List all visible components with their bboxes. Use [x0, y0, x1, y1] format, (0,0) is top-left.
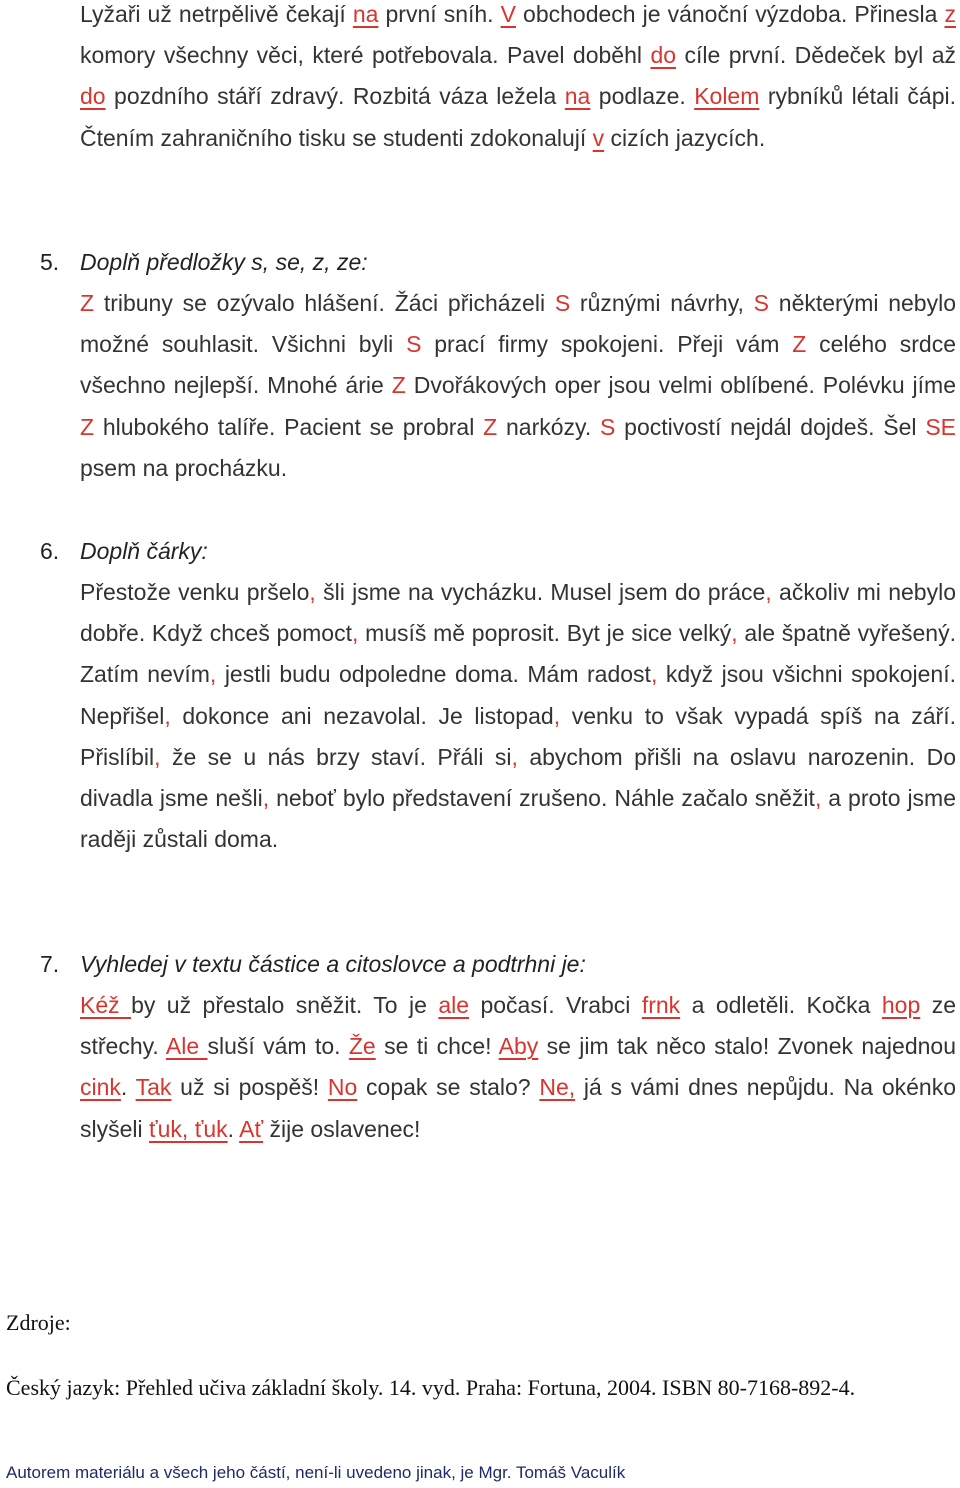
answer-mark: Z — [391, 372, 406, 399]
text-run: venku to však vypadá spíš na září. Přislíbil — [80, 702, 956, 770]
answer-mark: , — [262, 785, 270, 812]
text-run: cizích jazycích. — [604, 124, 766, 151]
section4-paragraph — [80, 0, 956, 159]
answer-mark: No — [327, 1074, 358, 1101]
text-run: poctivostí nejdál dojdeš. Šel — [615, 413, 926, 440]
section6-text — [80, 572, 956, 860]
answer-mark: , — [164, 702, 171, 729]
section5-text — [80, 283, 956, 489]
answer-mark: , — [511, 743, 518, 770]
sources-label: Zdroje: — [6, 1310, 71, 1335]
answer-mark: Z — [80, 413, 95, 440]
text-run: pozdního stáří zdravý. Rozbitá váza ležela — [105, 83, 565, 110]
answer-mark: Kéž — [80, 992, 132, 1018]
answer-mark: , — [351, 620, 359, 647]
answer-mark: cink — [80, 1074, 121, 1101]
answer-mark: Ať — [239, 1115, 264, 1142]
section5-number: 5. — [40, 249, 60, 275]
text-run: . — [120, 1074, 136, 1101]
text-run: neboť bylo představení zrušeno. Náhle začalo sněžit — [269, 785, 815, 812]
answer-mark: ale — [438, 992, 470, 1018]
section7-title: Vyhledej v textu částice a citoslovce a podtrhni je: — [80, 951, 586, 977]
answer-mark: hop — [881, 992, 921, 1018]
answer-mark: v — [592, 124, 605, 151]
text-run: jestli budu odpoledne doma. Mám radost — [216, 661, 651, 688]
answer-mark: , — [154, 743, 161, 770]
answer-mark: , — [814, 785, 822, 812]
answer-mark: do — [80, 83, 106, 110]
answer-mark: Že — [348, 1033, 376, 1060]
answer-mark: na — [564, 83, 591, 110]
section7-heading — [40, 944, 586, 985]
sources-entry: Český jazyk: Přehled učiva základní školy. 14. vyd. Praha: Fortuna, 2004. ISBN 80-7168-892-4. — [6, 1375, 856, 1400]
answer-mark: , — [209, 661, 217, 688]
answer-mark: Tak — [135, 1074, 172, 1101]
text-run: rybníků létali čápi. Čtením zahraničního tisku se studenti zdokonalují — [80, 83, 956, 151]
text-run: Přestože venku pršelo — [80, 579, 310, 605]
answer-mark: na — [352, 1, 379, 27]
answer-mark: S — [554, 290, 571, 316]
text-run: psem na procházku. — [80, 454, 288, 481]
section7-number: 7. — [40, 951, 60, 977]
text-run: obchodech je vánoční výzdoba. Přinesla — [515, 1, 945, 27]
text-run: už si pospěš! — [171, 1074, 328, 1101]
text-run: šli jsme na vycházku. Musel jsem do práce — [315, 579, 766, 605]
answer-mark: , — [553, 702, 561, 729]
section5-title: Doplň předložky s, se, z, ze: — [80, 249, 368, 275]
answer-mark: z — [944, 1, 956, 27]
text-run: že se u nás brzy staví. Přáli si — [160, 743, 512, 770]
text-run: dokonce ani nezavolal. Je listopad — [170, 702, 554, 729]
section6-number: 6. — [40, 538, 60, 564]
text-run: podlaze. — [590, 83, 695, 110]
answer-mark: SE — [925, 413, 957, 440]
text-run: . — [227, 1115, 240, 1142]
text-run: se jim tak něco stalo! Zvonek najednou — [538, 1033, 956, 1060]
answer-mark: Kolem — [694, 83, 760, 110]
answer-mark: , — [309, 579, 316, 605]
text-run: a proto jsme raději zůstali doma. — [80, 785, 957, 853]
section5-heading — [40, 242, 368, 283]
text-run: sluší vám to. — [207, 1033, 349, 1060]
text-run: musíš mě poprosit. Byt je sice velký — [358, 620, 732, 647]
text-run: cíle první. Dědeček byl až — [676, 42, 957, 69]
text-run: prací firmy spokojeni. Přeji vám — [421, 331, 793, 358]
text-run: já s vámi dnes nepůjdu. Na okénko slyšeli — [80, 1074, 956, 1142]
section5-paragraph — [80, 283, 956, 489]
answer-mark: S — [600, 413, 616, 440]
section6-title: Doplň čárky: — [80, 538, 208, 564]
answer-mark: Ne, — [539, 1074, 576, 1101]
text-run: by už přestalo sněžit. To je — [131, 992, 439, 1018]
text-run: copak se stalo? — [357, 1074, 540, 1101]
text-run: některými nebylo možné souhlasit. Všichni byli — [80, 290, 956, 358]
text-run: počasí. Vrabci — [469, 992, 642, 1018]
answer-mark: Z — [792, 331, 807, 358]
answer-mark: Ale — [165, 1033, 208, 1060]
text-run: abychom přišli na oslavu narozenin. Do divadla jsme nešli — [80, 743, 956, 812]
text-run: první sníh. — [378, 1, 501, 27]
text-run: komory všechny věci, které potřebovala. Pavel doběhl — [80, 42, 651, 69]
answer-mark: Z — [80, 290, 95, 316]
answer-mark: S — [753, 290, 770, 316]
answer-mark: frnk — [641, 992, 681, 1018]
answer-mark: Aby — [498, 1033, 539, 1060]
answer-mark: , — [731, 620, 738, 647]
text-run: a odletěli. Kočka — [680, 992, 882, 1018]
answer-mark: do — [650, 42, 677, 69]
section4-text — [80, 0, 956, 159]
text-run: se ti chce! — [375, 1033, 499, 1060]
section7-text — [80, 985, 956, 1150]
text-run: když jsou všichni spokojení. Nepřišel — [80, 661, 956, 729]
answer-mark: Z — [483, 413, 498, 440]
text-run: celého srdce všechno nejlepší. Mnohé árie — [80, 331, 956, 399]
section6-paragraph — [80, 572, 956, 860]
answer-mark: V — [500, 1, 516, 27]
answer-mark: , — [765, 579, 772, 605]
text-run: ačkoliv mi nebylo dobře. Když chceš pomoct — [80, 579, 956, 647]
text-run: hlubokého talíře. Pacient se probral — [94, 413, 484, 440]
text-run: Dvořákových oper jsou velmi oblíbené. Polévku jíme — [405, 372, 956, 399]
author-footer: Autorem materiálu a všech jeho částí, není-li uvedeno jinak, je Mgr. Tomáš Vaculík — [6, 1463, 626, 1482]
text-run: žije oslavenec! — [263, 1115, 421, 1142]
text-run: narkózy. — [497, 413, 601, 440]
answer-mark: ťuk, ťuk — [149, 1115, 228, 1142]
text-run: Lyžaři už netrpělivě čekají — [80, 1, 353, 27]
section7-paragraph — [80, 985, 956, 1150]
text-run: ze střechy. — [80, 992, 956, 1060]
answer-mark: , — [650, 661, 658, 688]
text-run: různými návrhy, — [570, 290, 754, 316]
text-run: tribuny se ozývalo hlášení. Žáci přicházeli — [94, 290, 555, 316]
answer-mark: S — [406, 331, 422, 358]
text-run: ale špatně vyřešený. Zatím nevím — [80, 620, 956, 688]
section6-heading — [40, 531, 208, 572]
